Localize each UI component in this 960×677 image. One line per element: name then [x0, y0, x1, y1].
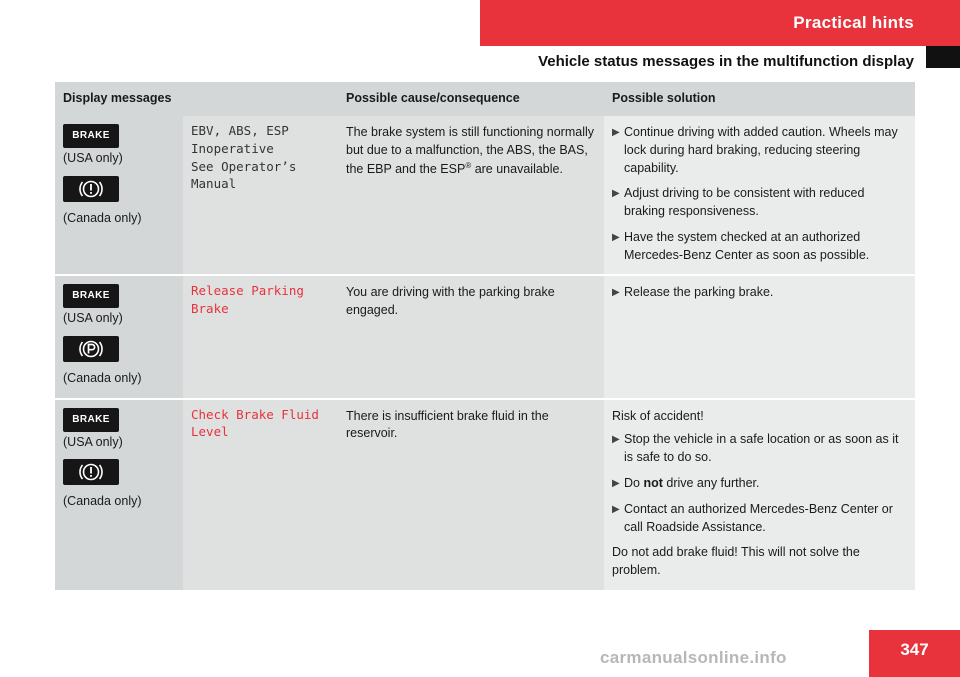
- display-message: EBV, ABS, ESP Inoperative See Operator’s Manual: [191, 123, 297, 192]
- brake-icon: BRAKE: [63, 124, 119, 148]
- step-emphasis: not: [643, 475, 663, 490]
- cause-text: You are driving with the parking brake engaged.: [346, 285, 555, 317]
- arrow-icon: ▶: [612, 231, 620, 243]
- registered-mark: ®: [465, 160, 472, 170]
- solution-step: [612, 431, 907, 467]
- solution-cell: [604, 275, 915, 398]
- arrow-icon: ▶: [612, 127, 620, 138]
- arrow-icon: ▶: [612, 477, 620, 489]
- page-subtitle: Vehicle status messages in the multifunction display: [538, 52, 914, 70]
- cause-cell: [338, 275, 604, 398]
- arrow-icon: ▶: [612, 503, 620, 515]
- message-cell: [183, 399, 338, 590]
- usa-only-label: (USA only): [63, 434, 123, 449]
- note-text: Do not add brake fluid! This will not solve the problem.: [612, 545, 860, 577]
- step-text: Stop the vehicle in a safe location or as soon as it is safe to do so.: [624, 432, 899, 464]
- arrow-icon: ▶: [612, 287, 620, 299]
- usa-only-label: (USA only): [63, 151, 123, 165]
- display-message: Check Brake Fluid Level: [191, 406, 319, 440]
- display-message: Release Parking Brake: [191, 283, 304, 316]
- table-row: [55, 399, 915, 590]
- brake-icon: BRAKE: [63, 284, 119, 308]
- status-messages-table: [55, 82, 915, 590]
- usa-only-label: (USA only): [63, 311, 123, 326]
- solution-step: [612, 185, 907, 221]
- icons-cell: [55, 275, 183, 398]
- step-text: [624, 475, 759, 493]
- message-cell: [183, 116, 338, 275]
- step-text: Adjust driving to be consistent with reduced braking responsiveness.: [624, 186, 865, 218]
- cause-text: The brake system is still functioning normally but due to a malfunction, the ABS, the BAS, the EBP and the ESP: [346, 125, 595, 176]
- column-header-cause: Possible cause/consequence: [338, 82, 604, 116]
- solution-step: [612, 124, 907, 177]
- brake-warning-icon: [63, 459, 119, 485]
- solution-cell: [604, 399, 915, 590]
- canada-only-label: (Canada only): [63, 210, 142, 225]
- step-text: Continue driving with added caution. Wheels may lock during hard braking, reducing steering capability.: [624, 125, 898, 175]
- solution-step: [612, 475, 907, 493]
- column-header-display: Display messages: [55, 82, 338, 116]
- risk-warning: Risk of accident!: [612, 408, 704, 423]
- watermark: carmanualsonline.info: [600, 648, 787, 667]
- brake-icon: BRAKE: [63, 408, 119, 432]
- arrow-icon: ▶: [612, 434, 620, 446]
- canada-only-label: (Canada only): [63, 494, 142, 508]
- solution-cell: [604, 116, 915, 275]
- cause-cell: [338, 116, 604, 275]
- table-row: [55, 275, 915, 398]
- solution-step: [612, 284, 907, 302]
- message-cell: [183, 275, 338, 398]
- icons-cell: [55, 116, 183, 275]
- cause-text: There is insufficient brake fluid in the reservoir.: [346, 408, 549, 441]
- arrow-icon: ▶: [612, 188, 620, 200]
- column-header-solution: Possible solution: [604, 82, 915, 116]
- step-text: Contact an authorized Mercedes-Benz Center or call Roadside Assistance.: [624, 501, 893, 534]
- table-header-row: [55, 82, 915, 116]
- brake-warning-icon: [63, 176, 119, 202]
- step-text: Release the parking brake.: [624, 285, 774, 300]
- canada-only-label: (Canada only): [63, 370, 142, 385]
- cause-tail: are unavailable.: [471, 161, 563, 176]
- parking-brake-icon: [63, 336, 119, 362]
- step-text: Have the system checked at an authorized Mercedes-Benz Center as soon as possible.: [624, 229, 870, 262]
- step-suffix: drive any further.: [662, 475, 760, 490]
- cause-cell: [338, 399, 604, 590]
- table-row: [55, 116, 915, 275]
- page-number-text: 347: [900, 640, 929, 659]
- step-prefix: Do: [624, 475, 644, 490]
- solution-step: [612, 229, 907, 265]
- solution-step: [612, 501, 907, 537]
- icons-cell: [55, 399, 183, 590]
- page-number: [869, 630, 960, 677]
- header-marker: [926, 46, 960, 68]
- section-title: Practical hints: [793, 13, 914, 32]
- section-header: [480, 0, 960, 46]
